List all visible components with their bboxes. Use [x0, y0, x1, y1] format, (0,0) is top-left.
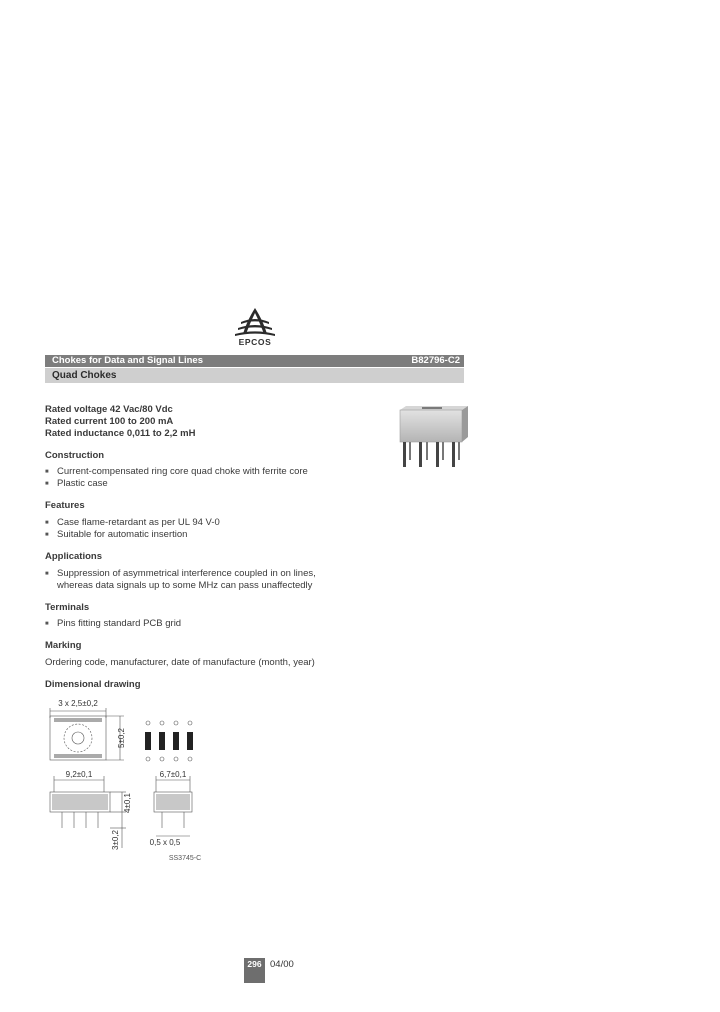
- epcos-logo: [232, 306, 278, 350]
- brand-name: EPCOS: [238, 337, 272, 347]
- applications-continuation: whereas data signals up to some MHz can pass unaffectedly: [57, 580, 313, 591]
- list-item: ■ Plastic case: [45, 478, 108, 489]
- drawing-code: SS3745-C: [168, 855, 202, 862]
- rated-voltage: Rated voltage 42 Vac/80 Vdc: [45, 404, 173, 415]
- dim-body-height-label: 4±0,1: [123, 793, 132, 813]
- terminals-heading: Terminals: [45, 602, 90, 613]
- bullet-icon: ■: [45, 532, 49, 538]
- section-header-bar: [45, 355, 464, 367]
- issue-date: 04/00: [270, 959, 294, 970]
- rated-inductance: Rated inductance 0,011 to 2,2 mH: [45, 428, 196, 439]
- rated-current: Rated current 100 to 200 mA: [45, 416, 174, 427]
- dim-pin-section-label: 0,5 x 0,5: [149, 838, 181, 847]
- bullet-icon: ■: [45, 621, 49, 627]
- part-number: B82796-C2: [411, 355, 460, 366]
- dim-depth-label: 6,7±0,1: [159, 770, 187, 779]
- product-photo: [396, 404, 468, 470]
- dim-width-label: 9,2±0,1: [65, 770, 93, 779]
- section-title: Chokes for Data and Signal Lines: [52, 355, 203, 366]
- drawing-heading: Dimensional drawing: [45, 679, 141, 690]
- marking-heading: Marking: [45, 640, 82, 651]
- list-item: ■ Suppression of asymmetrical interference coupled in on lines,: [45, 568, 316, 579]
- dim-pin-length-label: 3±0,2: [111, 830, 120, 850]
- list-item: ■ Pins fitting standard PCB grid: [45, 618, 182, 629]
- list-item: ■ Suitable for automatic insertion: [45, 529, 188, 540]
- subtitle-bar: [45, 368, 464, 383]
- page-number: 296: [244, 958, 265, 983]
- bullet-icon: ■: [45, 571, 49, 577]
- dim-pitch-label: 3 x 2,5±0,2: [58, 699, 98, 708]
- marking-text: Ordering code, manufacturer, date of manufacture (month, year): [45, 657, 315, 668]
- bullet-icon: ■: [45, 481, 49, 487]
- epcos-logo-mark-icon: [232, 306, 278, 338]
- list-item: ■ Current-compensated ring core quad choke with ferrite core: [45, 466, 308, 477]
- construction-heading: Construction: [45, 450, 105, 461]
- features-heading: Features: [45, 500, 85, 511]
- bullet-icon: ■: [45, 469, 49, 475]
- ratings-block: [45, 404, 195, 440]
- subtitle: Quad Chokes: [52, 370, 117, 381]
- bullet-icon: ■: [45, 520, 49, 526]
- applications-heading: Applications: [45, 551, 103, 562]
- dim-height-label: 5±0,2: [117, 728, 126, 748]
- list-item: ■ Case flame-retardant as per UL 94 V-0: [45, 517, 220, 528]
- dimensional-drawing: [40, 696, 220, 866]
